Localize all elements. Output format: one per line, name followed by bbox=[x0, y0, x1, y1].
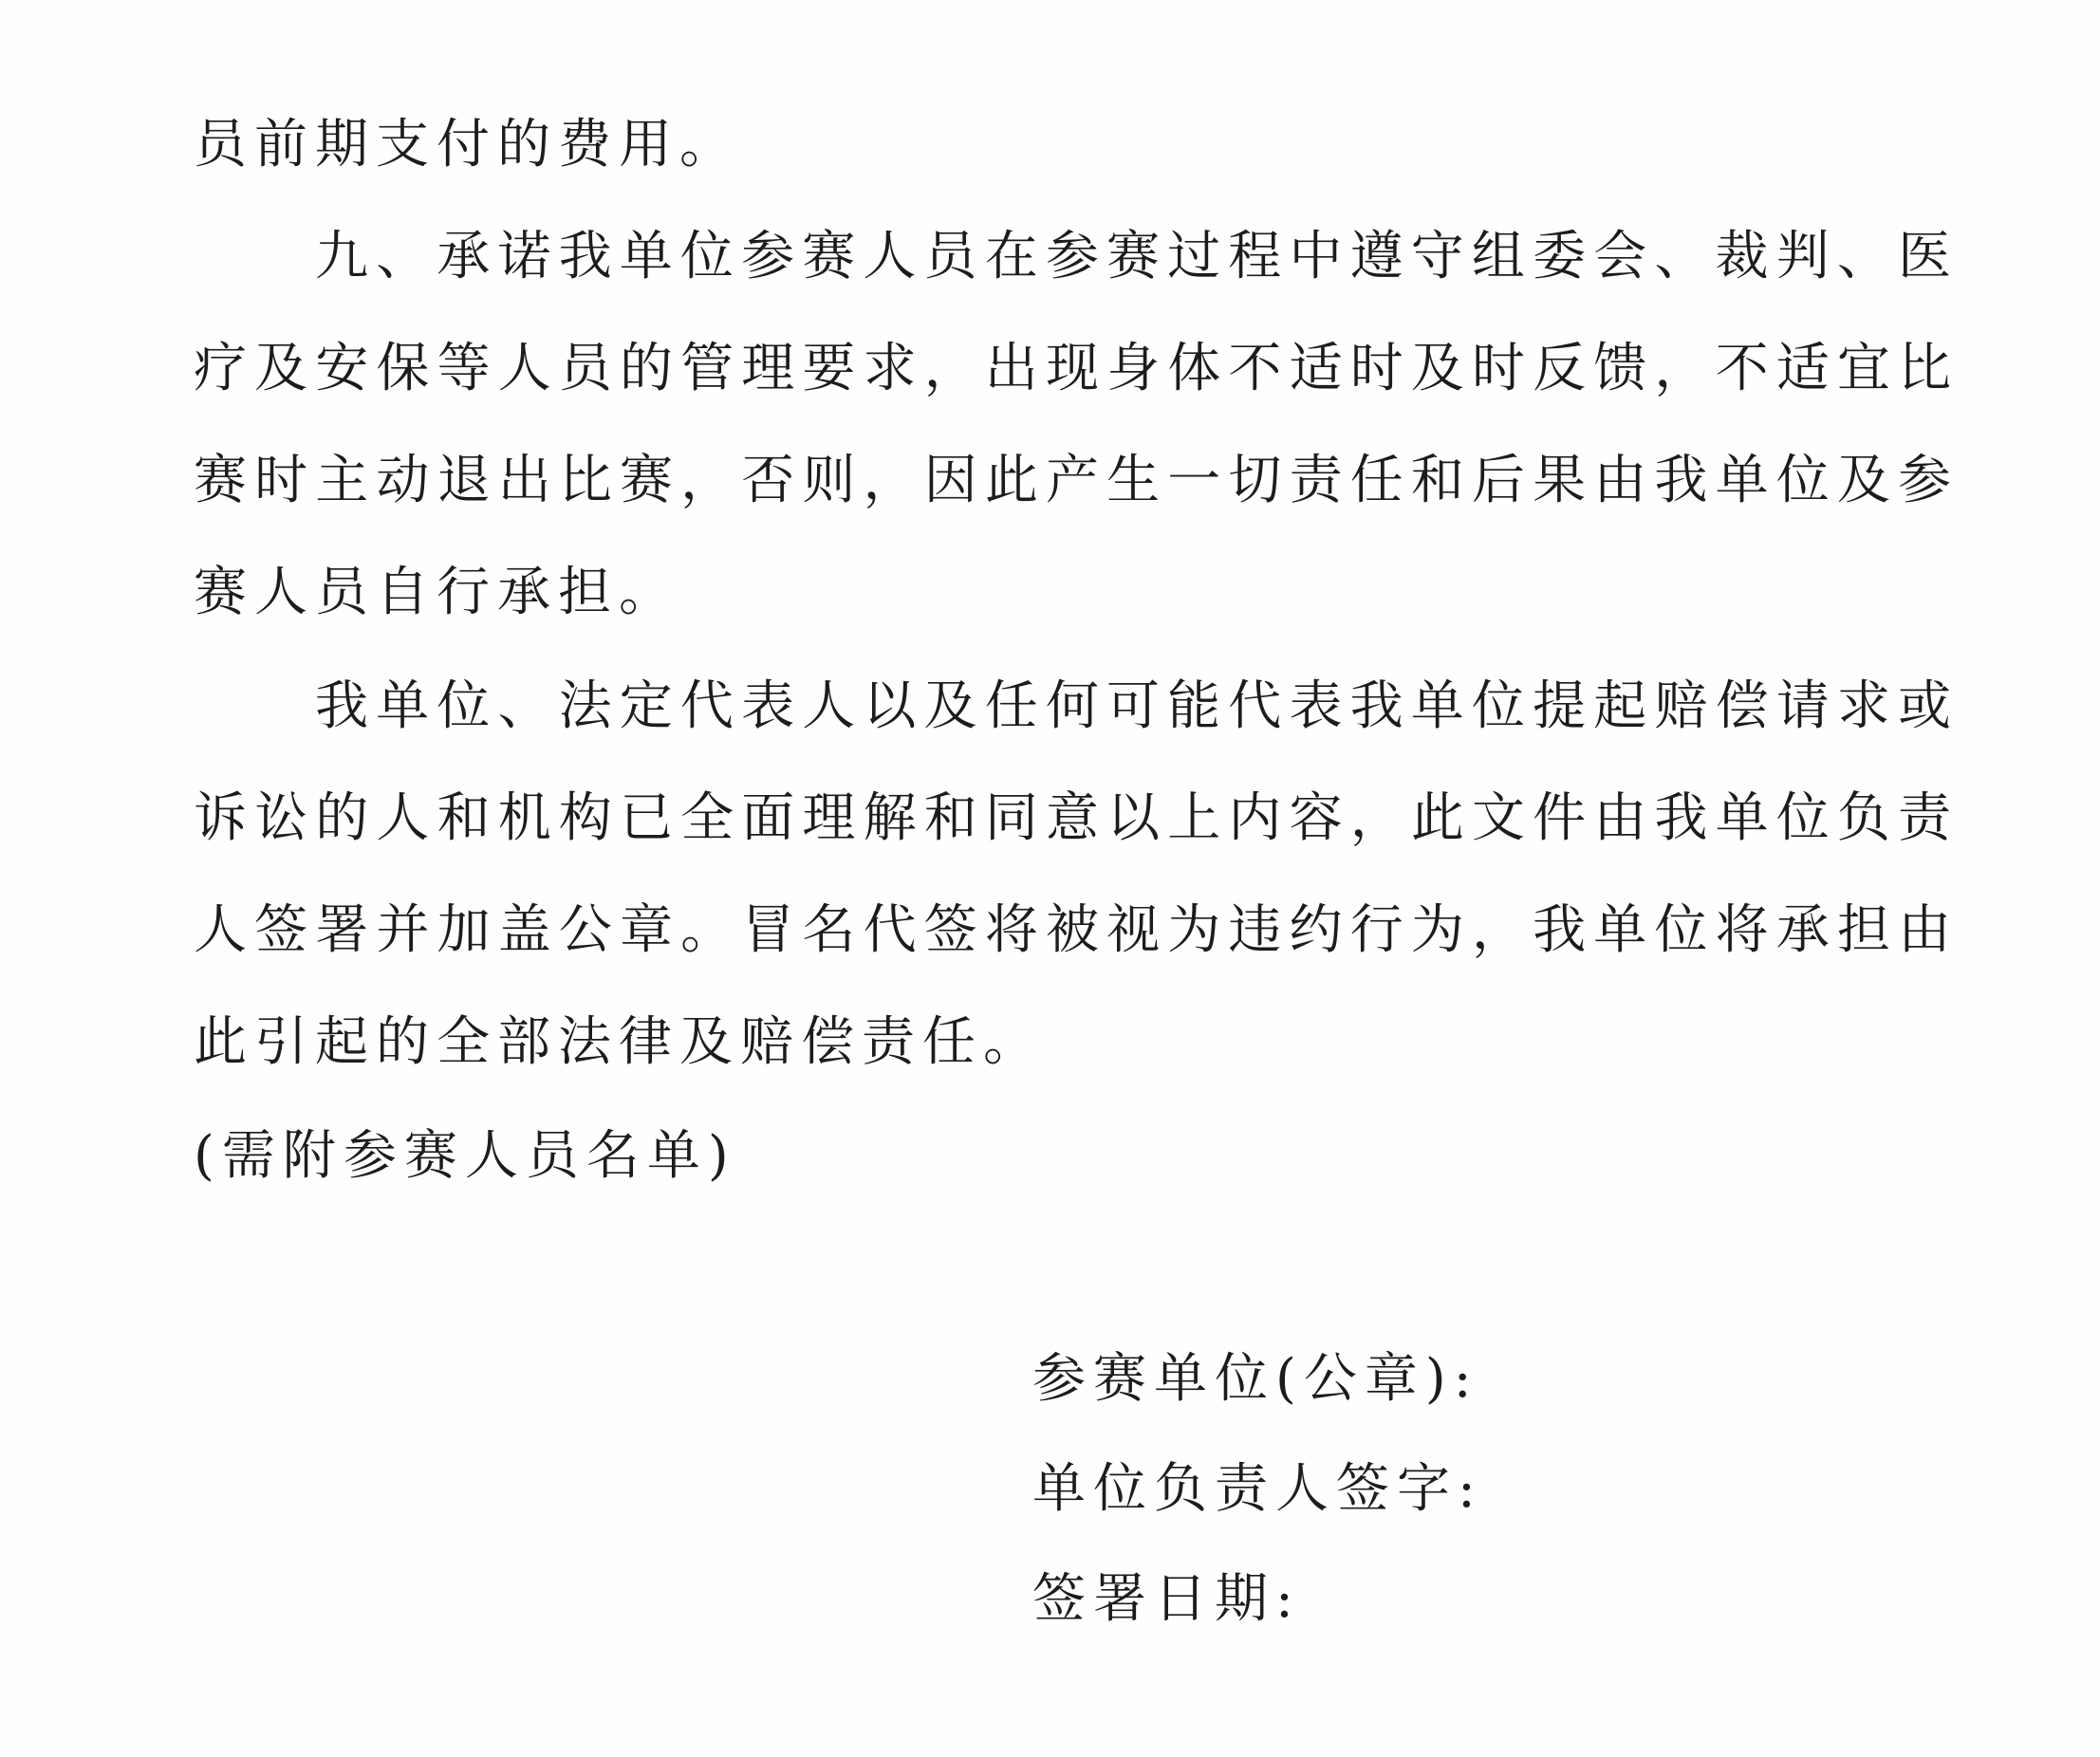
attachment-note: (需附参赛人员名单) bbox=[194, 1125, 736, 1187]
paragraph-continuation: 员前期支付的费用。 bbox=[194, 114, 740, 176]
paragraph-consent: 我单位、法定代表人以及任何可能代表我单位提起赔偿请求或诉讼的人和机构已全面理解和同意以上内容，此文件由我单位负责人签署并加盖公章。冒名代签将被视为违约行为，我单位将承担由此引起的全部法律及赔偿责任。 bbox=[194, 675, 1959, 1073]
sign-date-label: 签署日期: bbox=[1032, 1568, 1301, 1630]
signature-block bbox=[1032, 1324, 1483, 1655]
unit-seal-label: 参赛单位(公章): bbox=[1032, 1348, 1479, 1410]
paragraph-item-nine: 九、承诺我单位参赛人员在参赛过程中遵守组委会、裁判、医疗及安保等人员的管理要求，出现身体不适时及时反馈，不适宜比赛时主动退出比赛，否则，因此产生一切责任和后果由我单位及参赛人员自行承担。 bbox=[194, 226, 1959, 623]
responsible-signature-label: 单位负责人签字: bbox=[1032, 1458, 1483, 1520]
